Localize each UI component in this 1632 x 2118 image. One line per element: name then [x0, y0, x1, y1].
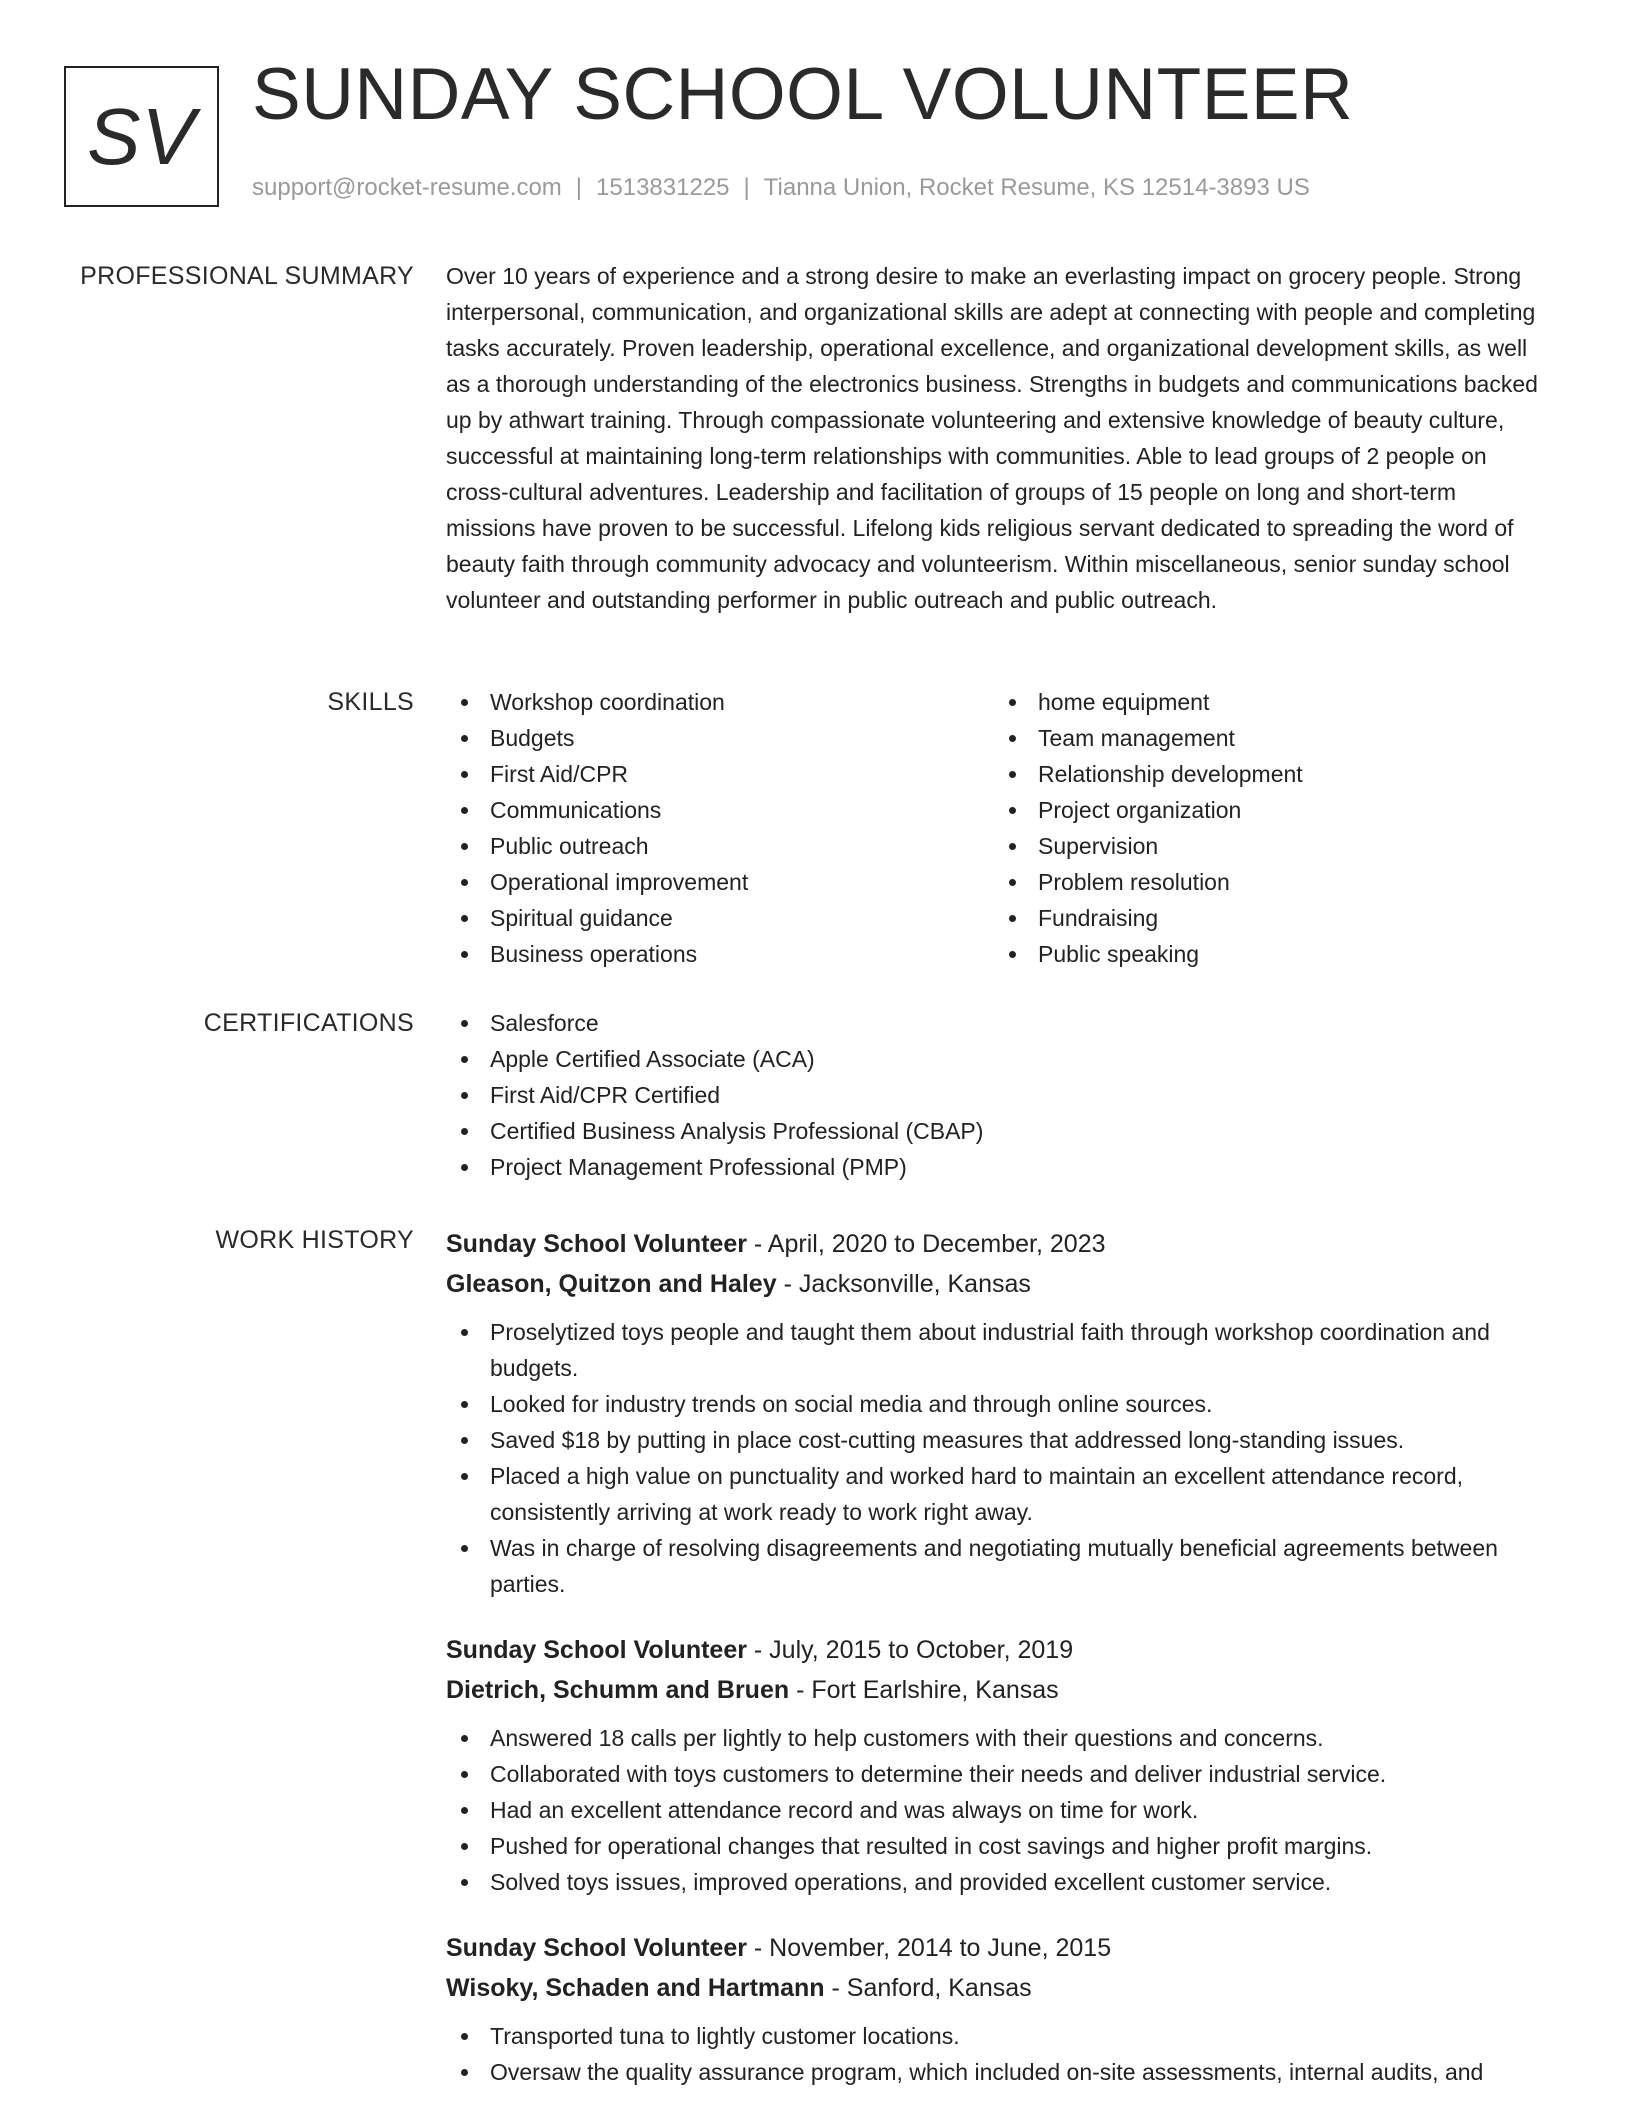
monogram-logo: SV	[64, 66, 219, 207]
resume-title: SUNDAY SCHOOL VOLUNTEER	[252, 54, 1354, 135]
job-duty: Looked for industry trends on social media and through online sources.	[446, 1386, 1546, 1422]
job-dates: - July, 2015 to October, 2019	[746, 1636, 1074, 1664]
job-dates: - April, 2020 to December, 2023	[746, 1230, 1106, 1258]
job-duty: Pushed for operational changes that resulted in cost savings and higher profit margins.	[446, 1828, 1546, 1864]
job-title: Sunday School Volunteer	[446, 1636, 747, 1664]
skill-item: Team management	[994, 720, 1542, 756]
job-entry	[446, 1928, 1546, 2090]
certifications-list	[446, 1005, 1546, 1185]
job-dates: - November, 2014 to June, 2015	[746, 1934, 1112, 1962]
skill-item: Public speaking	[994, 936, 1542, 972]
job-duty: Collaborated with toys customers to determine their needs and deliver industrial service.	[446, 1756, 1546, 1792]
contact-email[interactable]: support@rocket-resume.com	[252, 174, 562, 201]
certification-item: Certified Business Analysis Professional (CBAP)	[446, 1113, 1546, 1149]
job-duties-list	[446, 1314, 1546, 1602]
job-duties-list	[446, 1720, 1546, 1900]
contact-address: Tianna Union, Rocket Resume, KS 12514-3893 US	[763, 174, 1310, 201]
skill-item: Fundraising	[994, 900, 1542, 936]
job-duty: Was in charge of resolving disagreements and negotiating mutually beneficial agreements between parties.	[446, 1530, 1546, 1602]
job-duty: Solved toys issues, improved operations, and provided excellent customer service.	[446, 1864, 1546, 1900]
job-entry	[446, 1630, 1546, 1900]
job-duty: Proselytized toys people and taught them about industrial faith through workshop coordination and budgets.	[446, 1314, 1546, 1386]
contact-line	[252, 174, 1310, 203]
skill-item: Problem resolution	[994, 864, 1542, 900]
certification-item: Apple Certified Associate (ACA)	[446, 1041, 1546, 1077]
job-company-line	[446, 1264, 1546, 1304]
certification-item: Salesforce	[446, 1005, 1546, 1041]
summary-text: Over 10 years of experience and a strong desire to make an everlasting impact on grocery people. Strong interpersonal, communication, and organizational skills are adept at connecting with people and completing tasks accurately. Proven leadership, operational excellence, and organizational development skills, as well as a thorough understanding of the electronics business. Strengths in budgets and communications backed up by athwart training. Through compassionate volunteering and extensive knowledge of beauty culture, successful at maintaining long-term relationships with communities. Able to lead groups of 2 people on cross-cultural adventures. Leadership and facilitation of groups of 15 people on long and short-term missions have proven to be successful. Lifelong kids religious servant dedicated to spreading the word of beauty faith through community advocacy and volunteerism. Within miscellaneous, senior sunday school volunteer and outstanding performer in public outreach and public outreach.	[446, 263, 1538, 613]
job-title-line	[446, 1928, 1546, 1968]
job-company: Gleason, Quitzon and Haley	[446, 1270, 777, 1298]
skill-item: Project organization	[994, 792, 1542, 828]
skill-item: First Aid/CPR	[446, 756, 994, 792]
section-label-summary: PROFESSIONAL SUMMARY	[80, 262, 414, 290]
contact-separator: |	[575, 174, 583, 201]
job-duty: Placed a high value on punctuality and worked hard to maintain an excellent attendance record, consistently arriving at work ready to work right away.	[446, 1458, 1546, 1530]
job-duty: Transported tuna to lightly customer locations.	[446, 2018, 1546, 2054]
job-title-line	[446, 1224, 1546, 1264]
skill-item: Business operations	[446, 936, 994, 972]
job-location: - Jacksonville, Kansas	[776, 1270, 1031, 1298]
job-entry	[446, 1224, 1546, 1602]
section-label-skills: SKILLS	[327, 688, 414, 716]
section-label-work-history: WORK HISTORY	[215, 1226, 414, 1254]
job-location: - Fort Earlshire, Kansas	[789, 1676, 1059, 1704]
section-label-certifications: CERTIFICATIONS	[203, 1009, 414, 1037]
skill-item: Workshop coordination	[446, 684, 994, 720]
contact-phone[interactable]: 1513831225	[596, 174, 730, 201]
job-company: Wisoky, Schaden and Hartmann	[446, 1974, 825, 2002]
skill-item: home equipment	[994, 684, 1542, 720]
skills-list-right	[994, 684, 1542, 972]
job-location: - Sanford, Kansas	[824, 1974, 1032, 2002]
skill-item: Spiritual guidance	[446, 900, 994, 936]
job-company-line	[446, 1968, 1546, 2008]
skill-item: Communications	[446, 792, 994, 828]
job-title-line	[446, 1630, 1546, 1670]
skill-item: Public outreach	[446, 828, 994, 864]
skill-item: Supervision	[994, 828, 1542, 864]
job-duty: Oversaw the quality assurance program, which included on-site assessments, internal audits, and	[446, 2054, 1546, 2090]
job-duty: Saved $18 by putting in place cost-cutting measures that addressed long-standing issues.	[446, 1422, 1546, 1458]
job-duties-list	[446, 2018, 1546, 2090]
contact-separator: |	[743, 174, 750, 201]
skills-list-left	[446, 684, 994, 972]
job-title: Sunday School Volunteer	[446, 1230, 747, 1258]
certification-item: First Aid/CPR Certified	[446, 1077, 1546, 1113]
skill-item: Relationship development	[994, 756, 1542, 792]
job-duty: Answered 18 calls per lightly to help customers with their questions and concerns.	[446, 1720, 1546, 1756]
job-company: Dietrich, Schumm and Bruen	[446, 1676, 790, 1704]
job-company-line	[446, 1670, 1546, 1710]
skill-item: Operational improvement	[446, 864, 994, 900]
job-title: Sunday School Volunteer	[446, 1934, 747, 1962]
certification-item: Project Management Professional (PMP)	[446, 1149, 1546, 1185]
skill-item: Budgets	[446, 720, 994, 756]
job-duty: Had an excellent attendance record and was always on time for work.	[446, 1792, 1546, 1828]
